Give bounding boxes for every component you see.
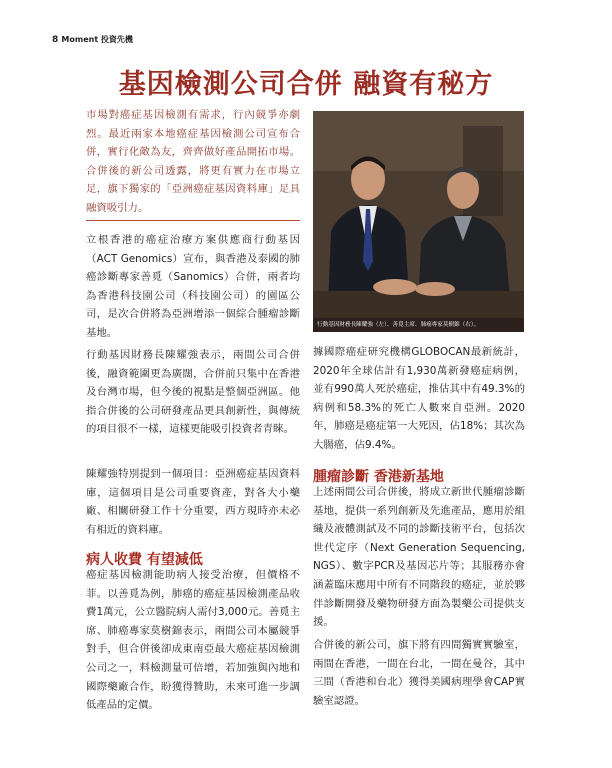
section-divider (86, 220, 300, 221)
photo-illustration (313, 111, 524, 332)
section-heading-patients: 病人收費 有望減低 (86, 552, 203, 568)
body-paragraph-3: 陳耀強特別提到一個項目：亞洲癌症基因資料庫，這個項目是公司重要資產，對各大小藥廠、相關研發工作十分重要，西方現時亦未必有相近的資料庫。 (86, 468, 300, 536)
photo-caption: 行動基因財務長陳耀強（左）、善覓主席、肺癌專家莫樹錦（右）。 (313, 318, 524, 332)
body-paragraph-2: 行動基因財務長陳耀強表示，兩間公司合併後，融資範圍更為廣闊，合併前只集中在香港及台灣市場，但今後的視點是整個亞洲區。他指合併後的公司研發產品更具創新性，與傳統的項目很不一樣，這樣更能吸引投資者青睞。 (86, 349, 300, 436)
body-paragraph-4: 癌症基因檢測能助病人接受治療，但價格不菲。以善覓為例，肺癌的癌症基因檢測產品收費1萬元，公立醫院病人需付3,000元。善覓主席、肺癌專家莫樹錦表示，兩間公司本屬競爭對手，但合併後卻成東南亞最大癌症基因檢測公司之一，料檢測量可倍增，若加強與內地和國際藥廠合作，盼獲得贊助，未來可進一步調低產品的定價。 (86, 569, 300, 712)
body-paragraph-7: 合併後的新公司，旗下將有四間獨實實驗室，兩間在香港，一間在台北，一間在曼谷，其中三間（香港和台北）獲得美國病理學會CAP實驗室認證。 (313, 639, 525, 707)
article-photo (313, 111, 524, 332)
page-header (52, 34, 133, 45)
section-heading-diagnosis: 腫瘤診斷 香港新基地 (313, 469, 444, 485)
body-paragraph-6: 上述兩間公司合併後，將成立新世代腫瘤診斷基地，提供一系列創新及先進產品，應用於組織及液體測試及不同的診斷技術平台，包括次世代定序（Next Generation Sequencing, NGS）、數字PCR及基因芯片等；其服務亦會涵蓋臨床應用中所有不同階段的癌症，並於夥伴診斷開發及藥物研發方面為製藥公司提供支援。 (313, 486, 525, 629)
page-number: 8 (52, 35, 59, 45)
lead-paragraph: 市場對癌症基因檢測有需求，行內競爭亦劇烈。最近兩家本地癌症基因檢測公司宣布合併，實行化敵為友，齊齊做好產品開拓市場。合併後的新公司透露，將更有實力在市場立足，旗下獨家的「亞洲癌症基因資料庫」足具融資吸引力。 (86, 109, 300, 214)
body-paragraph-5: 據國際癌症研究機構GLOBOCAN最新統計，2020年全球估計有1,930萬新發癌症病例，並有990萬人死於癌症，推估其中有49.3%的病例和58.3%的死亡人數來自亞洲。2020年，肺癌是癌症第一大死因，佔18%；其次為大腸癌，佔9.4%。 (313, 346, 525, 451)
body-paragraph-1: 立根香港的癌症治療方案供應商行動基因（ACT Genomics）宣布，與香港及泰國的肺癌診斷專家善覓（Sanomics）合併，兩者均為香港科技園公司（科技園公司）的園區公司，是次合併將為亞洲增添一個綜合腫瘤診斷基地。 (86, 234, 300, 339)
article-headline: 基因檢測公司合併 融資有秘方 (118, 69, 494, 100)
magazine-name: Moment 投資先機 (61, 35, 133, 44)
